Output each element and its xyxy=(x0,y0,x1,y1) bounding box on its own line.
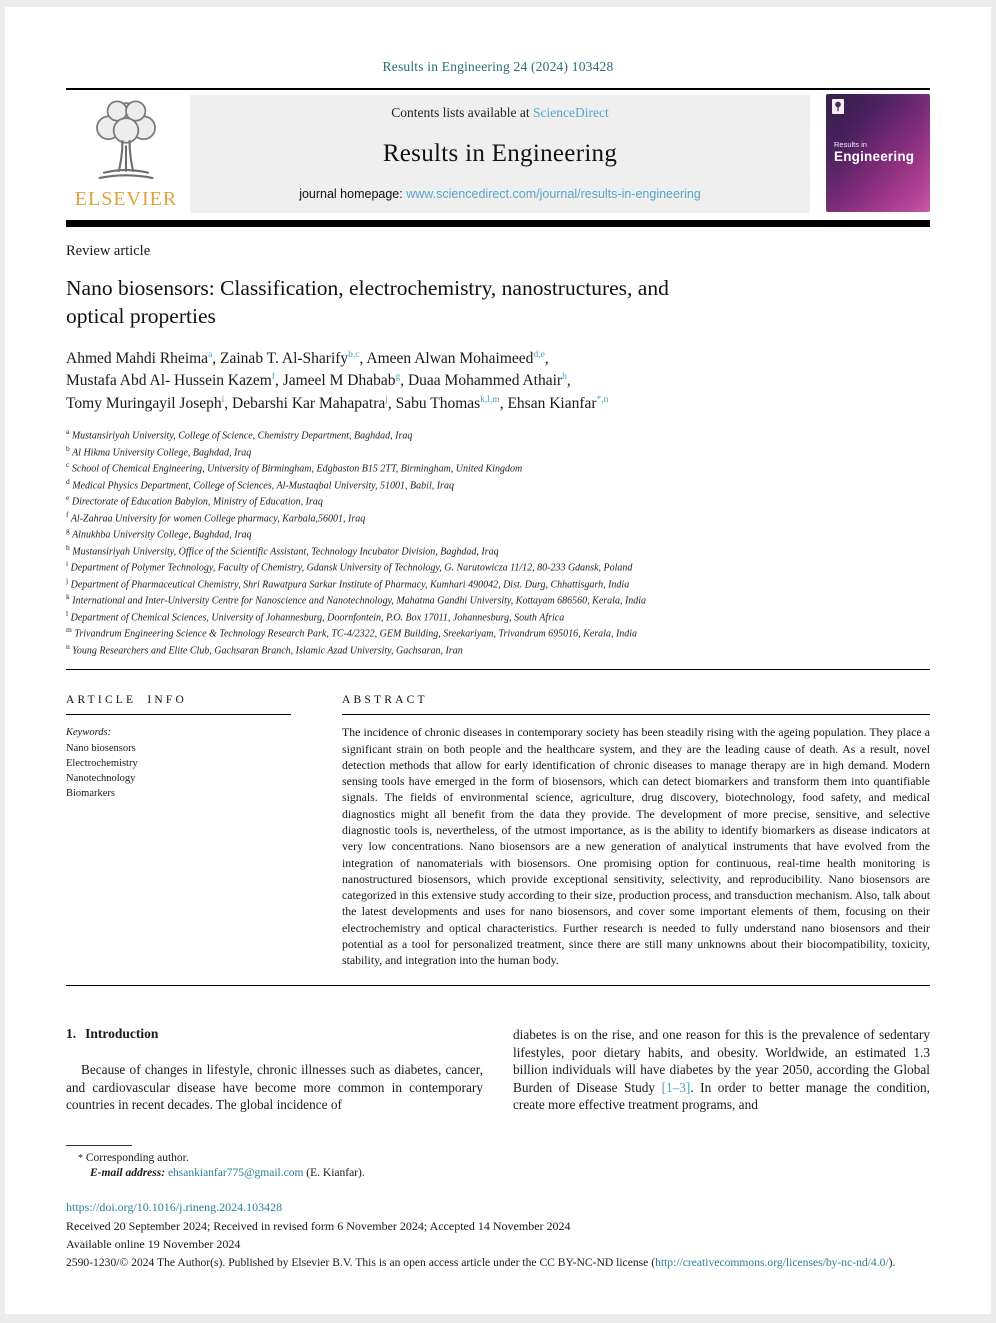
meta-top-rule xyxy=(66,669,930,670)
author: Debarshi Kar Mahapatra$^j$, xyxy=(232,394,396,412)
author-affiliation-sup: j xyxy=(385,394,388,405)
author-affiliation-sup: *,n xyxy=(596,394,609,405)
affiliation: $^b$ Al Hikma University College, Baghdad, Iraq xyxy=(66,443,252,458)
section-title: Introduction xyxy=(85,1026,159,1042)
journal-cover-thumbnail[interactable] xyxy=(826,94,930,212)
affiliation: $^k$ International and Inter-University Centre for Nanoscience and Nanotechnology, Mahatma Gandhi University, Kottayam 686560, Kerala, India xyxy=(66,592,647,607)
keyword: Electrochemistry xyxy=(66,757,138,769)
running-head-citation: Results in Engineering 24 (2024) 103428 xyxy=(382,59,614,74)
asterisk-marker: * xyxy=(78,1153,83,1164)
cover-title xyxy=(834,140,914,164)
section-heading xyxy=(66,1026,483,1042)
affiliation: $^e$ Directorate of Education Babylon, Ministry of Education, Iraq xyxy=(66,493,323,508)
affiliation: $^d$ Medical Physics Department, College of Sciences, Al-Mustaqbal University, 51001, Babil, Iraq xyxy=(66,476,454,492)
article-info-section xyxy=(66,694,330,968)
keyword: Nano biosensors xyxy=(66,742,136,754)
elsevier-logo[interactable] xyxy=(66,93,186,213)
affiliation: $^j$ Department of Pharmaceutical Chemistry, Shri Rawatpura Sarkar Institute of Pharmacy, Kumhari 490042, Dist. Durg, Chhattisgarh, India xyxy=(66,575,630,591)
author-affiliation-sup: g xyxy=(395,372,401,383)
reference-citation-link[interactable]: [1–3] xyxy=(661,1079,691,1095)
affiliation: $^f$ Al-Zahraa University for women College pharmacy, Karbala,56001, Iraq xyxy=(66,509,366,525)
sciencedirect-link[interactable]: ScienceDirect xyxy=(533,105,609,120)
cover-title-line1: Results in xyxy=(834,140,867,149)
cover-publisher-icon xyxy=(832,99,844,114)
keyword: Nanotechnology xyxy=(66,773,136,785)
header-top-rule xyxy=(66,88,930,90)
abstract-text: The incidence of chronic diseases in contemporary society has been steadily rising with the ageing population. They place a significant strain on both people and the healthcare system, and they are the leading cause of death. As a result, novel detection methods that allow for early identification of chronic diseases to manage therapy are in high demand. Modern sensing tools have emerged in the form of biosensors, which can detect biomarkers and transform them into quantifiable signals. The fields of environmental science, agriculture, drug discovery, biotechnology, food safety, and medical diagnostics might all benefit from the data they provide. The development of more precise, sensitive, and selective diagnostic tools is, nevertheless, of the utmost importance, as is the ability to identify biomarkers as disease indicators at very low concentrations. Nano biosensors are a new generation of analytical instruments that have evolved from the integration of nanomaterials with biosensors. One promising option for continuous, real-time health monitoring is nanostructured biosensors, which provide exceptional sensitivity, selectivity, and reproducibility. Nano biosensors are categorized in this extensive study according to their size, production process, and transduction mechanism. Also, talk about the latest developments and uses for nano biosensors, and cover some important elements of them, focusing on their electrochemistry and optical characteristics. Further research is needed to fully understand nano biosensors and their potential as a tool for personalized treatment, since there are still many unknowns about their biocompatibility, toxicity, stability, and integration into the human body. xyxy=(342,725,930,968)
author-affiliation-sup: k,l,m xyxy=(480,394,500,405)
first-page-footer xyxy=(66,1145,930,1272)
homepage-label: journal homepage: xyxy=(299,187,407,201)
article-page xyxy=(5,7,991,1314)
author: Ahmed Mahdi Rheima$^a$, xyxy=(66,349,221,367)
elsevier-tree-icon xyxy=(82,95,170,187)
author-affiliation-sup: b,c xyxy=(348,349,360,360)
received-dates-line: Received 20 September 2024; Received in revised form 6 November 2024; Accepted 14 November 2024 xyxy=(66,1219,571,1233)
journal-header xyxy=(66,93,930,213)
email-label: E-mail address: xyxy=(90,1167,166,1179)
available-online-line: Available online 19 November 2024 xyxy=(66,1237,241,1251)
author-list xyxy=(66,348,930,415)
header-bottom-bar xyxy=(66,220,930,227)
elsevier-wordmark: ELSEVIER xyxy=(74,188,178,210)
section-number: 1. xyxy=(66,1026,77,1042)
cover-title-line2: Engineering xyxy=(834,149,915,164)
affiliation: $^h$ Mustansiriyah University, Office of the Scientific Assistant, Technology Incubator Division, Baghdad, Iraq xyxy=(66,542,499,558)
author: Zainab T. Al-Sharify$^{b,c}$, xyxy=(220,349,367,367)
article-info-rule xyxy=(66,714,291,715)
author: Duaa Mohammed Athair$^h$, xyxy=(407,372,571,390)
license-link[interactable]: http://creativecommons.org/licenses/by-nc-nd/4.0/ xyxy=(655,1256,889,1269)
keywords-label: Keywords: xyxy=(66,727,112,739)
affiliation: $^n$ Young Researchers and Elite Club, Gachsaran Branch, Islamic Azad University, Gachsaran, Iran xyxy=(66,641,463,657)
affiliation: $^l$ Department of Chemical Sciences, University of Johannesburg, Doornfontein, P.O. Box 17011, Johannesburg, South Africa xyxy=(66,608,565,624)
author: Jameel M Dhabab$^g$, xyxy=(282,372,408,390)
author-affiliation-sup: i xyxy=(221,394,225,405)
abstract-bottom-rule xyxy=(66,985,930,986)
copyright-license-line: 2590-1230/© 2024 The Author(s). Published by Elsevier B.V. This is an open access article under the CC BY-NC-ND license (http://creativecommons.org/licenses/by-nc-nd/4.0/). xyxy=(66,1256,896,1269)
corresponding-author-note: * Corresponding author. xyxy=(78,1152,189,1164)
author-affiliation-sup: f xyxy=(271,372,275,383)
email-link[interactable]: ehsankianfar775@gmail.com xyxy=(167,1167,304,1179)
keyword: Biomarkers xyxy=(66,788,115,800)
affiliation: $^i$ Department of Polymer Technology, Faculty of Chemistry, Gdansk University of Technology, G. Narutowicza 11/12, 80-233 Gdansk, Poland xyxy=(66,559,633,574)
doi-link[interactable]: https://doi.org/10.1016/j.rineng.2024.103428 xyxy=(66,1200,283,1214)
author: Mustafa Abd Al- Hussein Kazem$^f$, xyxy=(66,372,283,390)
article-title-line2: optical properties xyxy=(66,304,216,329)
abstract-section xyxy=(342,694,930,968)
intro-right-column xyxy=(513,1026,930,1113)
author: Ameen Alwan Mohaimeed$^{d,e}$, xyxy=(366,349,549,367)
article-title-line1: Nano biosensors: Classification, electrochemistry, nanostructures, and xyxy=(66,276,669,300)
affiliation: $^a$ Mustansiriyah University, College of Science, Chemistry Department, Baghdad, Iraq xyxy=(66,427,413,442)
affiliation: $^g$ Alnukhba University College, Baghdad, Iraq xyxy=(66,526,252,541)
meta-row xyxy=(66,694,930,968)
abstract-rule xyxy=(342,714,930,715)
contents-line xyxy=(198,105,802,121)
abstract-heading: ABSTRACT xyxy=(342,694,428,707)
journal-banner xyxy=(190,95,810,213)
intro-paragraph-right: diabetes is on the rise, and one reason for this is the prevalence of sedentary lifestyles, poor dietary habits, and obesity. Worldwide, an estimated 1.3 billion individuals will have diabetes by the year 2050, according the Global Burden of Disease Study [1–3]. In order to better manage the condition, create more effective treatment programs, and xyxy=(513,1027,930,1112)
contents-prefix: Contents lists available at xyxy=(391,105,533,120)
author: Ehsan Kianfar$^{*,n}$ xyxy=(507,394,609,412)
affiliation: $^c$ School of Chemical Engineering, University of Birmingham, Edgbaston B15 2TT, Birmingham, United Kingdom xyxy=(66,460,523,475)
journal-title: Results in Engineering xyxy=(382,140,618,167)
article-title xyxy=(66,274,930,331)
article-type-label: Review article xyxy=(66,243,151,259)
email-suffix: (E. Kianfar). xyxy=(303,1167,365,1179)
footnote-rule xyxy=(66,1145,132,1146)
journal-homepage-link[interactable]: www.sciencedirect.com/journal/results-in-engineering xyxy=(406,187,701,201)
author-affiliation-sup: d,e xyxy=(533,349,545,360)
introduction-section xyxy=(66,1026,930,1113)
email-line xyxy=(66,1167,930,1179)
author: Tomy Muringayil Joseph$^i$, xyxy=(66,394,233,412)
intro-paragraph-left: Because of changes in lifestyle, chronic illnesses such as diabetes, cancer, and cardiovascular disease have become more common in contemporary countries in recent decades. The global incidence of xyxy=(66,1062,483,1113)
author-affiliation-sup: a xyxy=(208,349,213,360)
article-info-heading: ARTICLE INFO xyxy=(66,694,187,707)
author: Sabu Thomas$^{k,l,m}$, xyxy=(395,394,508,412)
homepage-line xyxy=(198,187,802,201)
affiliation-list xyxy=(66,427,930,658)
intro-left-column xyxy=(66,1026,483,1113)
author-affiliation-sup: h xyxy=(562,372,567,383)
affiliation: $^m$ Trivandrum Engineering Science & Technology Research Park, TC-4/2322, GEM Building, Sreekariyam, Trivandrum 695016, Kerala, India xyxy=(66,625,638,640)
